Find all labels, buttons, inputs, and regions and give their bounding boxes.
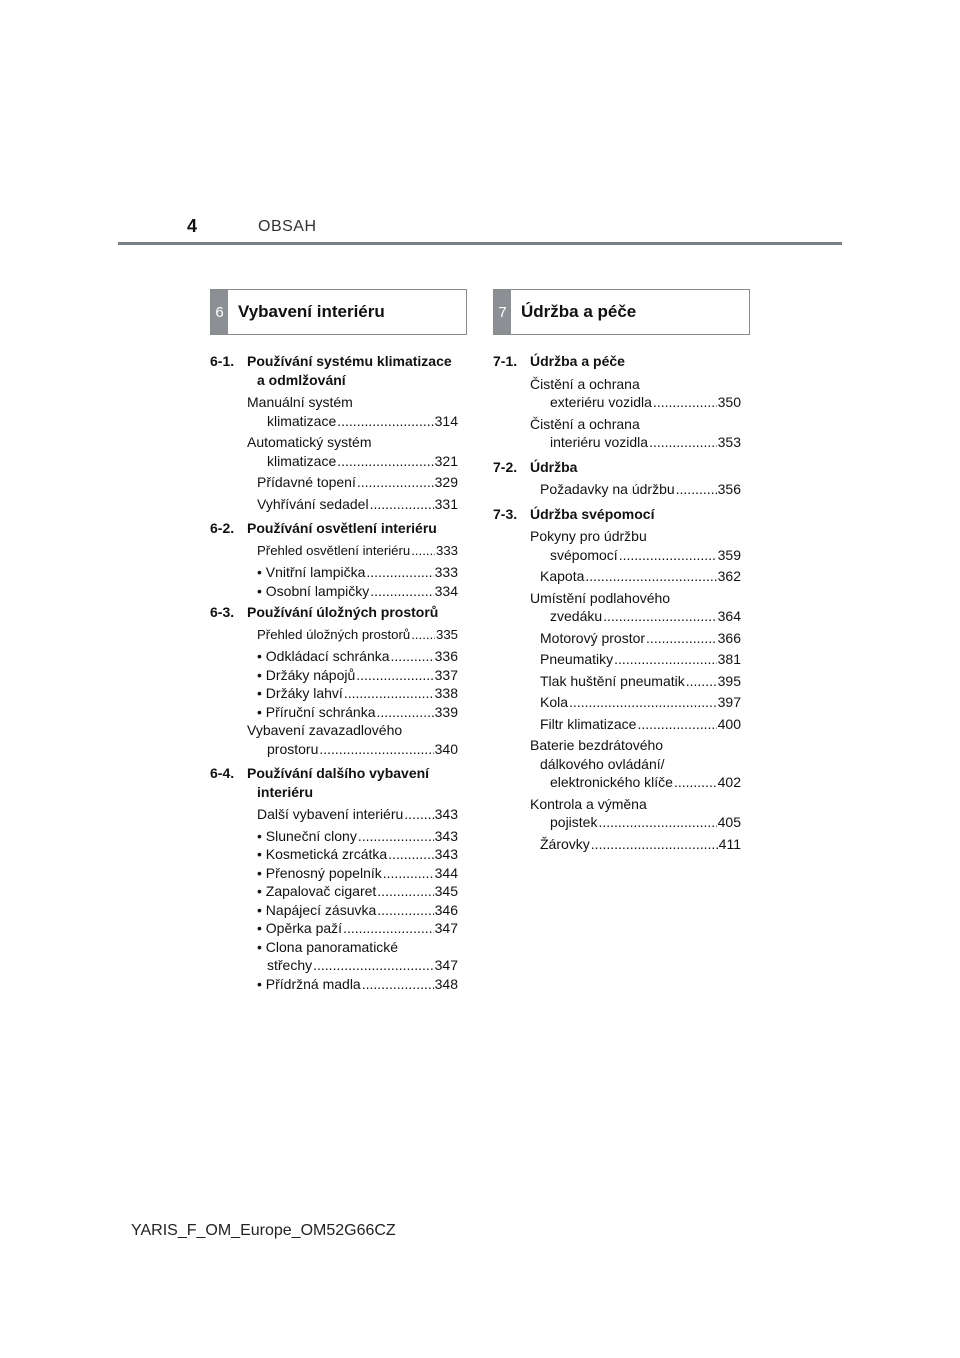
toc-chapter[interactable] [493, 458, 741, 477]
toc-dot-leader [603, 607, 716, 626]
toc-entry-text: • Přídržná madla [257, 975, 361, 992]
toc-dot-leader [653, 393, 717, 412]
toc-dot-leader [591, 835, 718, 854]
toc-chapter-spacer [210, 993, 458, 996]
toc-entry[interactable] [530, 835, 741, 854]
toc-entry[interactable] [530, 736, 741, 792]
toc-page-number: 359 [717, 546, 741, 563]
toc-entry-text: Přehled osvětlení interiéru [257, 542, 411, 558]
toc-page-number: 339 [434, 703, 458, 720]
toc-entry-text: • Clona panoramatické [257, 938, 399, 955]
toc-page-number: 346 [434, 901, 458, 918]
toc-leader-line [257, 882, 458, 901]
toc-entry[interactable] [247, 721, 458, 758]
toc-page-number: 344 [434, 864, 458, 881]
toc-leader-line [257, 563, 458, 582]
toc-entry-text: Další vybavení interiéru [257, 806, 404, 822]
toc-leader-line [257, 703, 458, 722]
section-7-header[interactable] [493, 289, 750, 335]
toc-leader-line [257, 864, 458, 883]
toc-chapter[interactable] [210, 764, 458, 801]
toc-dot-leader [337, 452, 433, 471]
toc-entry-text: Pokyny pro údržbu [530, 528, 647, 544]
toc-entry[interactable] [257, 647, 458, 666]
toc-entry-text: klimatizace [267, 452, 337, 469]
toc-page-number: 362 [717, 568, 741, 584]
toc-chapter-title: Používání osvětlení interiéru [247, 520, 437, 536]
toc-leader-line [257, 975, 458, 994]
toc-entry[interactable] [530, 480, 741, 499]
toc-leader-line [540, 629, 741, 648]
toc-entry-text: Vyhřívání sedadel [257, 495, 369, 512]
toc-dot-leader [404, 805, 433, 824]
page-number: 4 [187, 216, 198, 236]
toc-entry-text: • Kosmetická zrcátka [257, 846, 388, 862]
toc-chapter-number: 6-3. [210, 604, 235, 620]
toc-leader-line [257, 412, 458, 431]
toc-entry[interactable] [257, 864, 458, 883]
toc-entry-text: dálkového ovládání/ [540, 755, 665, 772]
toc-dot-leader [377, 703, 434, 722]
toc-chapter[interactable] [210, 519, 458, 538]
toc-entry-text: pojistek [550, 814, 598, 830]
toc-page-number: 405 [717, 814, 741, 830]
toc-leader-line [540, 693, 741, 712]
toc-entry[interactable] [247, 473, 458, 492]
toc-page-number: 335 [435, 626, 458, 642]
toc-leader-line [257, 684, 458, 703]
section-6-header[interactable] [210, 289, 467, 335]
toc-entry[interactable] [530, 629, 741, 648]
header-rule [118, 242, 842, 245]
toc-entry[interactable] [530, 589, 741, 626]
toc-page-number: 321 [434, 452, 458, 469]
toc-entry-text: • Držáky lahví [257, 685, 343, 701]
toc-leader-line [257, 827, 458, 846]
toc-dot-leader [370, 582, 433, 601]
toc-chapter-number: 7-2. [493, 458, 518, 475]
toc-entry-text: Baterie bezdrátového [530, 737, 664, 753]
toc-dot-leader [370, 495, 434, 514]
toc-leader-line [540, 835, 741, 854]
toc-page-number: 366 [717, 629, 741, 646]
toc-entry[interactable] [530, 527, 741, 564]
toc-entry[interactable] [247, 393, 458, 430]
section-6-title: Vybavení interiéru [238, 302, 385, 321]
toc-entry-text: • Přenosný popelník [257, 864, 382, 881]
toc-dot-leader [366, 563, 433, 582]
toc-entry-text: • Osobní lampičky [257, 582, 370, 599]
toc-leader-line [257, 582, 458, 601]
toc-entry[interactable] [257, 919, 458, 938]
toc-page-number: 340 [434, 740, 458, 757]
toc-entry-text: střechy [267, 957, 313, 973]
toc-leader-line [257, 805, 458, 824]
toc-dot-leader [598, 813, 716, 832]
toc-dot-leader [614, 650, 716, 669]
toc-page-number: 334 [434, 582, 458, 599]
toc-dot-leader [344, 684, 434, 703]
toc-entry-text: exteriéru vozidla [550, 394, 652, 410]
toc-entry-text: Umístění podlahového [530, 589, 671, 606]
toc-entry[interactable] [257, 684, 458, 703]
toc-entry-text: Automatický systém [247, 434, 372, 450]
section-7-tab: 7 [494, 290, 511, 334]
toc-chapter-number: 6-1. [210, 353, 235, 369]
toc-entry-text: • Příruční schránka [257, 703, 376, 720]
toc-page-number: 411 [718, 835, 741, 852]
toc-chapter-title: Používání dalšího vybavení interiéru [247, 765, 430, 800]
toc-page-number: 347 [434, 920, 458, 936]
toc-leader-line [540, 480, 741, 499]
toc-page-number: 381 [717, 651, 741, 667]
toc-entry-text: elektronického klíče [550, 774, 673, 790]
toc-dot-leader [319, 740, 433, 759]
toc-chapter[interactable] [493, 505, 741, 524]
toc-dot-leader [569, 693, 717, 712]
toc-dot-leader [585, 567, 716, 586]
toc-page-number: 345 [434, 883, 458, 899]
toc-chapter-number: 7-3. [493, 505, 518, 522]
toc-entry-text: • Vnitřní lampička [257, 564, 366, 580]
toc-entry-text: Kapota [540, 568, 585, 584]
toc-entry-text: • Sluneční clony [257, 827, 357, 844]
toc-dot-leader [649, 433, 717, 452]
toc-dot-leader [313, 956, 434, 975]
toc-entry-text: Požadavky na údržbu [540, 481, 675, 497]
toc-entry-text: • Napájecí zásuvka [257, 901, 377, 918]
toc-entry[interactable] [257, 563, 458, 582]
toc-entry-text: Kola [540, 694, 569, 710]
toc-entry[interactable] [530, 715, 741, 734]
toc-entry-text: • Odkládací schránka [257, 648, 390, 664]
toc-chapter-title: Údržba [530, 458, 578, 475]
toc-dot-leader [337, 412, 433, 431]
toc-entry[interactable] [530, 693, 741, 712]
toc-page-number: 333 [434, 564, 458, 580]
toc-entry-text: Čistění a ochrana [530, 415, 640, 432]
toc-entry[interactable] [257, 938, 458, 975]
toc-leader-line [257, 626, 458, 645]
toc-entry[interactable] [257, 666, 458, 685]
toc-page-number: 333 [435, 542, 458, 558]
toc-entry-text: • Opěrka paží [257, 920, 343, 936]
toc-entry-text: Filtr klimatizace [540, 715, 637, 732]
toc-entry[interactable] [247, 495, 458, 514]
toc-dot-leader [343, 919, 434, 938]
toc-page-number: 336 [434, 648, 458, 664]
toc-entry-text: Tlak huštění pneumatik [540, 672, 685, 689]
toc-entry[interactable] [247, 626, 458, 645]
toc-entry[interactable] [257, 845, 458, 864]
toc-page-number: 343 [434, 827, 458, 844]
toc-column-7 [493, 352, 741, 859]
toc-leader-line [540, 650, 741, 669]
toc-page-number: 395 [717, 672, 741, 689]
toc-leader-line [540, 672, 741, 691]
toc-page-number: 350 [717, 394, 741, 410]
toc-entry[interactable] [247, 542, 458, 561]
toc-entry[interactable] [247, 433, 458, 470]
toc-dot-leader [388, 845, 433, 864]
section-7-title: Údržba a péče [521, 302, 637, 321]
toc-entry-text: Čistění a ochrana [530, 375, 640, 392]
toc-dot-leader [646, 629, 717, 648]
toc-entry[interactable] [530, 795, 741, 832]
toc-entry-text: Přídavné topení [257, 474, 356, 490]
toc-chapter-spacer [493, 856, 741, 859]
toc-entry-text: svépomocí [550, 546, 618, 563]
toc-leader-line [540, 773, 741, 792]
toc-entry-text: Manuální systém [247, 394, 353, 410]
toc-dot-leader [391, 647, 434, 666]
toc-chapter-number: 7-1. [493, 353, 518, 369]
toc-leader-line [257, 495, 458, 514]
toc-entry-text: • Zapalovač cigaret [257, 883, 377, 899]
toc-chapter[interactable] [210, 603, 458, 622]
toc-entry[interactable] [257, 582, 458, 601]
toc-page-number: 353 [717, 434, 741, 450]
toc-dot-leader [411, 542, 435, 561]
toc-entry-text: klimatizace [267, 412, 337, 429]
toc-leader-line [257, 919, 458, 938]
toc-leader-line [257, 473, 458, 492]
toc-leader-line [257, 452, 458, 471]
toc-dot-leader [383, 864, 434, 883]
footer-doc-id: YARIS_F_OM_Europe_OM52G66CZ [131, 1222, 396, 1239]
toc-entry-text: Žárovky [540, 835, 590, 852]
toc-dot-leader [377, 901, 433, 920]
toc-entry-text: interiéru vozidla [550, 434, 649, 450]
toc-entry[interactable] [257, 827, 458, 846]
toc-leader-line [540, 813, 741, 832]
toc-leader-line [540, 607, 741, 626]
toc-entry[interactable] [530, 415, 741, 452]
toc-entry[interactable] [257, 703, 458, 722]
toc-page-number: 337 [434, 666, 458, 683]
toc-entry[interactable] [257, 901, 458, 920]
page-title: OBSAH [258, 218, 317, 235]
toc-dot-leader [356, 666, 433, 685]
toc-page-number: 343 [434, 806, 458, 822]
toc-leader-line [257, 666, 458, 685]
toc-dot-leader [362, 975, 434, 994]
toc-leader-line [540, 433, 741, 452]
toc-leader-line [540, 546, 741, 565]
toc-page-number: 314 [434, 412, 458, 429]
toc-entry-text: Vybavení zavazadlového [247, 722, 403, 738]
toc-column-6 [210, 352, 458, 996]
toc-dot-leader [619, 546, 717, 565]
toc-entry-text: Kontrola a výměna [530, 795, 647, 812]
toc-page-number: 329 [434, 474, 458, 490]
toc-leader-line [540, 715, 741, 734]
toc-chapter-number: 6-2. [210, 520, 235, 536]
toc-dot-leader [411, 626, 435, 645]
toc-entry[interactable] [257, 882, 458, 901]
toc-entry[interactable] [530, 650, 741, 669]
toc-entry[interactable] [530, 672, 741, 691]
toc-leader-line [540, 393, 741, 412]
toc-chapter-title: Používání systému klimatizace a odmlžování [247, 353, 452, 388]
toc-entry[interactable] [247, 805, 458, 824]
toc-entry-text: • Držáky nápojů [257, 666, 356, 683]
toc-dot-leader [676, 480, 717, 499]
toc-page-number: 397 [717, 694, 741, 710]
toc-leader-line [257, 740, 458, 759]
toc-leader-line [257, 901, 458, 920]
toc-leader-line [540, 567, 741, 586]
toc-chapter-number: 6-4. [210, 765, 235, 781]
toc-dot-leader [377, 882, 433, 901]
toc-page-number: 338 [434, 685, 458, 701]
section-6-tab: 6 [211, 290, 228, 334]
toc-dot-leader [357, 473, 434, 492]
toc-entry-text: Pneumatiky [540, 651, 614, 667]
toc-chapter-title: Používání úložných prostorů [247, 604, 439, 620]
toc-leader-line [257, 647, 458, 666]
toc-dot-leader [686, 672, 717, 691]
toc-page-number: 347 [434, 957, 458, 973]
toc-page-number: 348 [434, 975, 458, 992]
toc-dot-leader [674, 773, 717, 792]
toc-chapter-title: Údržba a péče [530, 353, 625, 369]
toc-entry[interactable] [530, 375, 741, 412]
toc-entry[interactable] [257, 975, 458, 994]
toc-page-number: 356 [717, 481, 741, 497]
toc-entry[interactable] [530, 567, 741, 586]
toc-page-number: 402 [717, 774, 741, 790]
toc-page-number: 364 [717, 608, 741, 624]
toc-leader-line [257, 956, 458, 975]
toc-entry-text: Přehled úložných prostorů [257, 626, 411, 642]
toc-entry-text: prostoru [267, 740, 319, 757]
toc-leader-line [257, 845, 458, 864]
toc-dot-leader [637, 715, 716, 734]
toc-entry-text: Motorový prostor [540, 629, 646, 646]
toc-page-number: 343 [434, 846, 458, 862]
toc-page-number: 331 [434, 495, 458, 512]
toc-chapter[interactable] [493, 352, 741, 371]
toc-dot-leader [358, 827, 434, 846]
toc-page-number: 400 [717, 715, 741, 732]
toc-entry-text: zvedáku [550, 608, 603, 624]
toc-chapter-title: Údržba svépomocí [530, 505, 655, 522]
toc-leader-line [257, 542, 458, 561]
toc-chapter[interactable] [210, 352, 458, 389]
